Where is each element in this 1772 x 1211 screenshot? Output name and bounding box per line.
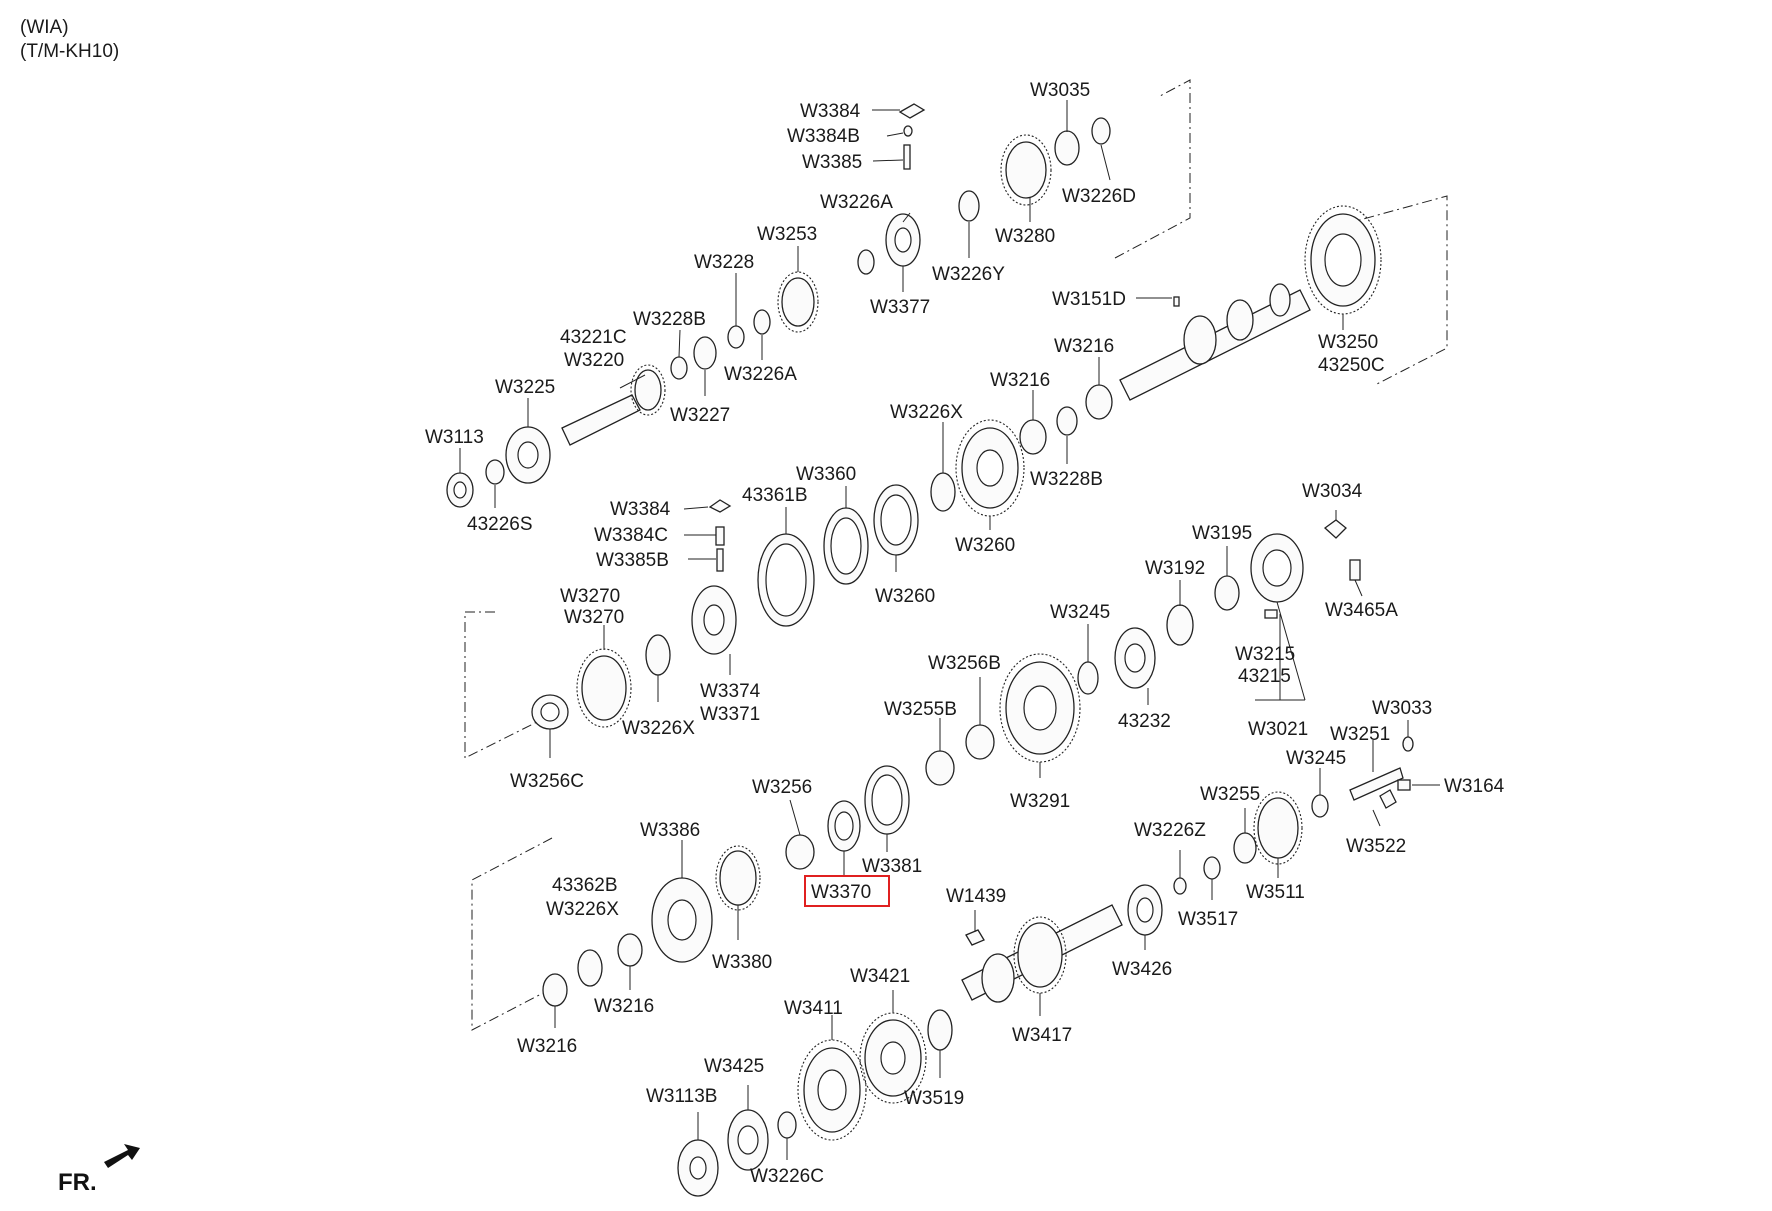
label-w3255b: W3255B <box>884 699 957 720</box>
label-w3384-2: W3384 <box>610 499 671 520</box>
label-w3226a-2: W3226A <box>724 364 797 385</box>
plug-w3164 <box>1398 780 1410 790</box>
label-w3360: W3360 <box>796 464 857 485</box>
key-w1439 <box>966 930 984 945</box>
label-w3522: W3522 <box>1346 836 1407 857</box>
bearing-w3216-b <box>1020 420 1046 454</box>
gear-w3270 <box>582 656 626 720</box>
label-w3228b-2: W3228B <box>1030 469 1103 490</box>
header-line-2: (T/M-KH10) <box>20 41 120 62</box>
label-w3245-2: W3245 <box>1286 748 1347 769</box>
label-w3291: W3291 <box>1010 791 1071 812</box>
ring-w3226d <box>1092 118 1110 144</box>
ring-w3226x-mid <box>646 635 670 675</box>
label-43226s: 43226S <box>467 514 533 535</box>
ring-w3226y <box>959 191 979 221</box>
label-w3021: W3021 <box>1248 719 1309 740</box>
bearing-w3255 <box>1234 833 1256 863</box>
label-w3226x-2: W3226X <box>622 718 695 739</box>
ring-w3226c <box>778 1112 796 1138</box>
label-w3113b: W3113B <box>646 1086 718 1107</box>
label-w1439: W1439 <box>946 886 1007 907</box>
label-w3164: W3164 <box>1444 776 1505 797</box>
ball-w3384b <box>904 126 912 136</box>
front-direction-label: FR. <box>58 1169 97 1196</box>
label-w3226c: W3226C <box>750 1166 824 1187</box>
label-w3228: W3228 <box>694 252 755 273</box>
key-w3384-mid <box>710 500 730 512</box>
label-w3226a: W3226A <box>820 192 893 213</box>
pin-w3151d <box>1174 297 1179 306</box>
label-w3270-a: W3270 <box>560 586 621 607</box>
ring-w3033 <box>1403 737 1413 751</box>
label-w3033: W3033 <box>1372 698 1433 719</box>
ring-w3226a-upper <box>858 250 874 274</box>
seal-w3195 <box>1215 576 1239 610</box>
label-43250c: 43250C <box>1318 355 1385 376</box>
label-w3245: W3245 <box>1050 602 1111 623</box>
label-w3035: W3035 <box>1030 80 1091 101</box>
label-w3465a: W3465A <box>1325 600 1398 621</box>
ring-w3226x-low <box>578 950 602 986</box>
label-w3226x-3: W3226X <box>546 899 619 920</box>
ring-w3226z <box>1174 878 1186 894</box>
label-w3374: W3374 <box>700 681 761 702</box>
key-w3384 <box>900 104 924 118</box>
countershaft-assembly <box>678 792 1302 1196</box>
label-w3216-a: W3216 <box>1054 336 1115 357</box>
ring-w3228 <box>728 326 744 348</box>
snap-ring-43226s <box>486 460 504 484</box>
input-gear-teeth <box>635 370 661 410</box>
label-w3384: W3384 <box>800 101 861 122</box>
middle-row-assembly <box>532 420 1024 729</box>
gear-w3280 <box>1006 142 1046 198</box>
label-w3385b: W3385B <box>596 550 669 571</box>
bushing-w3256b <box>966 725 994 759</box>
ring-w3228b-lower <box>1057 407 1077 435</box>
label-w3381: W3381 <box>862 856 923 877</box>
label-w3426: W3426 <box>1112 959 1173 980</box>
gear-w3380 <box>720 851 756 905</box>
label-w3226y: W3226Y <box>932 264 1005 285</box>
label-w3260-b: W3260 <box>875 586 936 607</box>
label-w3377: W3377 <box>870 297 931 318</box>
output-shaft-assembly <box>1020 206 1381 454</box>
label-43215: 43215 <box>1238 666 1291 687</box>
bolt-w3215 <box>1265 610 1277 618</box>
label-w3411: W3411 <box>784 998 843 1019</box>
label-w3270-b: W3270 <box>564 607 625 628</box>
label-w3226x: W3226X <box>890 402 963 423</box>
ring-w3519 <box>928 1010 952 1050</box>
label-w3215: W3215 <box>1235 644 1296 665</box>
label-w3216-d: W3216 <box>517 1036 578 1057</box>
pin-w3384c <box>716 527 724 545</box>
label-w3386: W3386 <box>640 820 701 841</box>
label-w3228b: W3228B <box>633 309 706 330</box>
label-w3280: W3280 <box>995 226 1056 247</box>
label-w3255: W3255 <box>1200 784 1261 805</box>
label-w3251: W3251 <box>1330 724 1391 745</box>
bearing-w3216-c <box>618 934 642 966</box>
bracket-w3522 <box>1380 790 1396 808</box>
label-w3256b: W3256B <box>928 653 1001 674</box>
label-w3421: W3421 <box>850 966 911 987</box>
ring-w3228b <box>671 357 687 379</box>
label-w3256c: W3256C <box>510 771 584 792</box>
label-43361b: 43361B <box>742 485 808 506</box>
label-w3225: W3225 <box>495 377 556 398</box>
label-w3192: W3192 <box>1145 558 1206 579</box>
washer-w3245 <box>1078 662 1098 694</box>
label-w3113: W3113 <box>425 427 484 448</box>
bushing-w3256 <box>786 835 814 869</box>
label-w3425: W3425 <box>704 1056 765 1077</box>
label-w3371: W3371 <box>700 704 761 725</box>
label-w3384b: W3384B <box>787 126 860 147</box>
label-w3519: W3519 <box>904 1088 965 1109</box>
bearing-w3255b <box>926 751 954 785</box>
label-w3370: W3370 <box>811 882 872 903</box>
label-w3517: W3517 <box>1178 909 1239 930</box>
input-shaft-w3220 <box>562 395 640 445</box>
label-w3253: W3253 <box>757 224 818 245</box>
front-arrow-icon <box>104 1144 140 1168</box>
spring-w3385 <box>904 145 910 169</box>
bearing-w3216-d <box>543 974 567 1006</box>
label-w3385: W3385 <box>802 152 863 173</box>
washer-w3517 <box>1204 857 1220 879</box>
spring-w3385b <box>717 549 723 571</box>
shaft-w3251 <box>1350 768 1403 800</box>
label-w3260-a: W3260 <box>955 535 1016 556</box>
bearing-w3227 <box>694 337 716 369</box>
label-w3227: W3227 <box>670 405 731 426</box>
label-w3226z: W3226Z <box>1134 820 1206 841</box>
seal-w3192 <box>1167 605 1193 645</box>
label-w3034: W3034 <box>1302 481 1363 502</box>
label-w3384c: W3384C <box>594 525 668 546</box>
label-43221c: 43221C <box>560 327 627 348</box>
label-w3151d: W3151D <box>1052 289 1126 310</box>
label-w3195: W3195 <box>1192 523 1253 544</box>
synchro-ring-w3253 <box>782 278 814 326</box>
label-w3226d: W3226D <box>1062 186 1136 207</box>
label-w3511: W3511 <box>1246 882 1305 903</box>
nut-w3034 <box>1325 520 1346 538</box>
label-w3220: W3220 <box>564 350 625 371</box>
bolt-w3465a <box>1350 560 1360 580</box>
bearing-w3035 <box>1055 131 1079 165</box>
gear-w3511 <box>1258 798 1298 858</box>
label-w3417: W3417 <box>1012 1025 1073 1046</box>
label-43232: 43232 <box>1118 711 1171 732</box>
label-w3250: W3250 <box>1318 332 1379 353</box>
label-w3216-c: W3216 <box>594 996 655 1017</box>
label-w3256: W3256 <box>752 777 813 798</box>
washer-w3245-b <box>1312 795 1328 817</box>
label-w3216-b: W3216 <box>990 370 1051 391</box>
label-w3380: W3380 <box>712 952 773 973</box>
ring-w3226x <box>931 473 955 511</box>
ring-w3226a <box>754 310 770 334</box>
bearing-w3216-a <box>1086 385 1112 419</box>
header-line-1: (WIA) <box>20 17 69 38</box>
label-43362b: 43362B <box>552 875 618 896</box>
